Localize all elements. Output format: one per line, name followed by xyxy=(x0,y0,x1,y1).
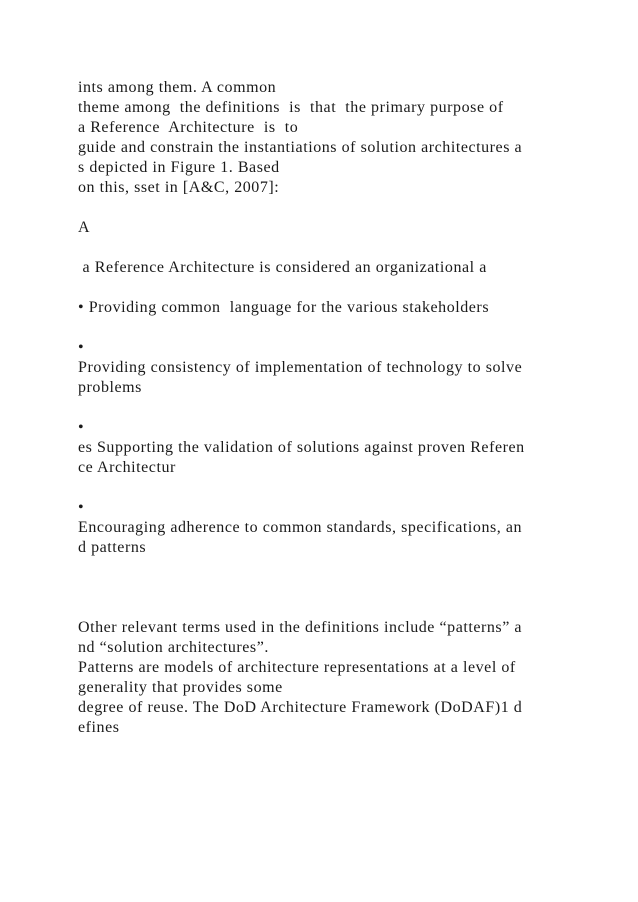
text-line: degree of reuse. The DoD Architecture Framework (DoDAF)1 d xyxy=(78,699,523,716)
bullet-item: Encouraging adherence to common standards, specifications, an xyxy=(78,519,523,536)
bullet-item: • Providing common language for the various stakeholders xyxy=(78,299,490,316)
text-line: generality that provides some xyxy=(78,679,283,696)
bullet-item: Providing consistency of implementation of technology to solve xyxy=(78,359,523,376)
text-line: efines xyxy=(78,719,120,736)
text-line: Patterns are models of architecture representations at a level of xyxy=(78,659,516,676)
text-line: ints among them. A common xyxy=(78,79,277,96)
text-line: a Reference Architecture is considered an organizational a xyxy=(78,259,487,276)
text-line: guide and constrain the instantiations of solution architectures a xyxy=(78,139,523,156)
bullet-marker: • xyxy=(78,419,85,436)
bullet-marker: • xyxy=(78,339,85,356)
bullet-item: es Supporting the validation of solutions against proven Referen xyxy=(78,439,525,456)
text-line: nd “solution architectures”. xyxy=(78,639,269,656)
bullet-item: d patterns xyxy=(78,539,147,556)
text-line: A xyxy=(78,219,91,236)
bullet-item: problems xyxy=(78,379,142,396)
text-line: s depicted in Figure 1. Based xyxy=(78,159,280,176)
bullet-marker: • xyxy=(78,499,85,516)
text-line: theme among the definitions is that the primary purpose of xyxy=(78,99,504,116)
text-line: a Reference Architecture is to xyxy=(78,119,299,136)
text-line: on this, sset in [A&C, 2007]: xyxy=(78,179,280,196)
bullet-item: ce Architectur xyxy=(78,459,176,476)
text-line: Other relevant terms used in the definitions include “patterns” a xyxy=(78,619,523,636)
